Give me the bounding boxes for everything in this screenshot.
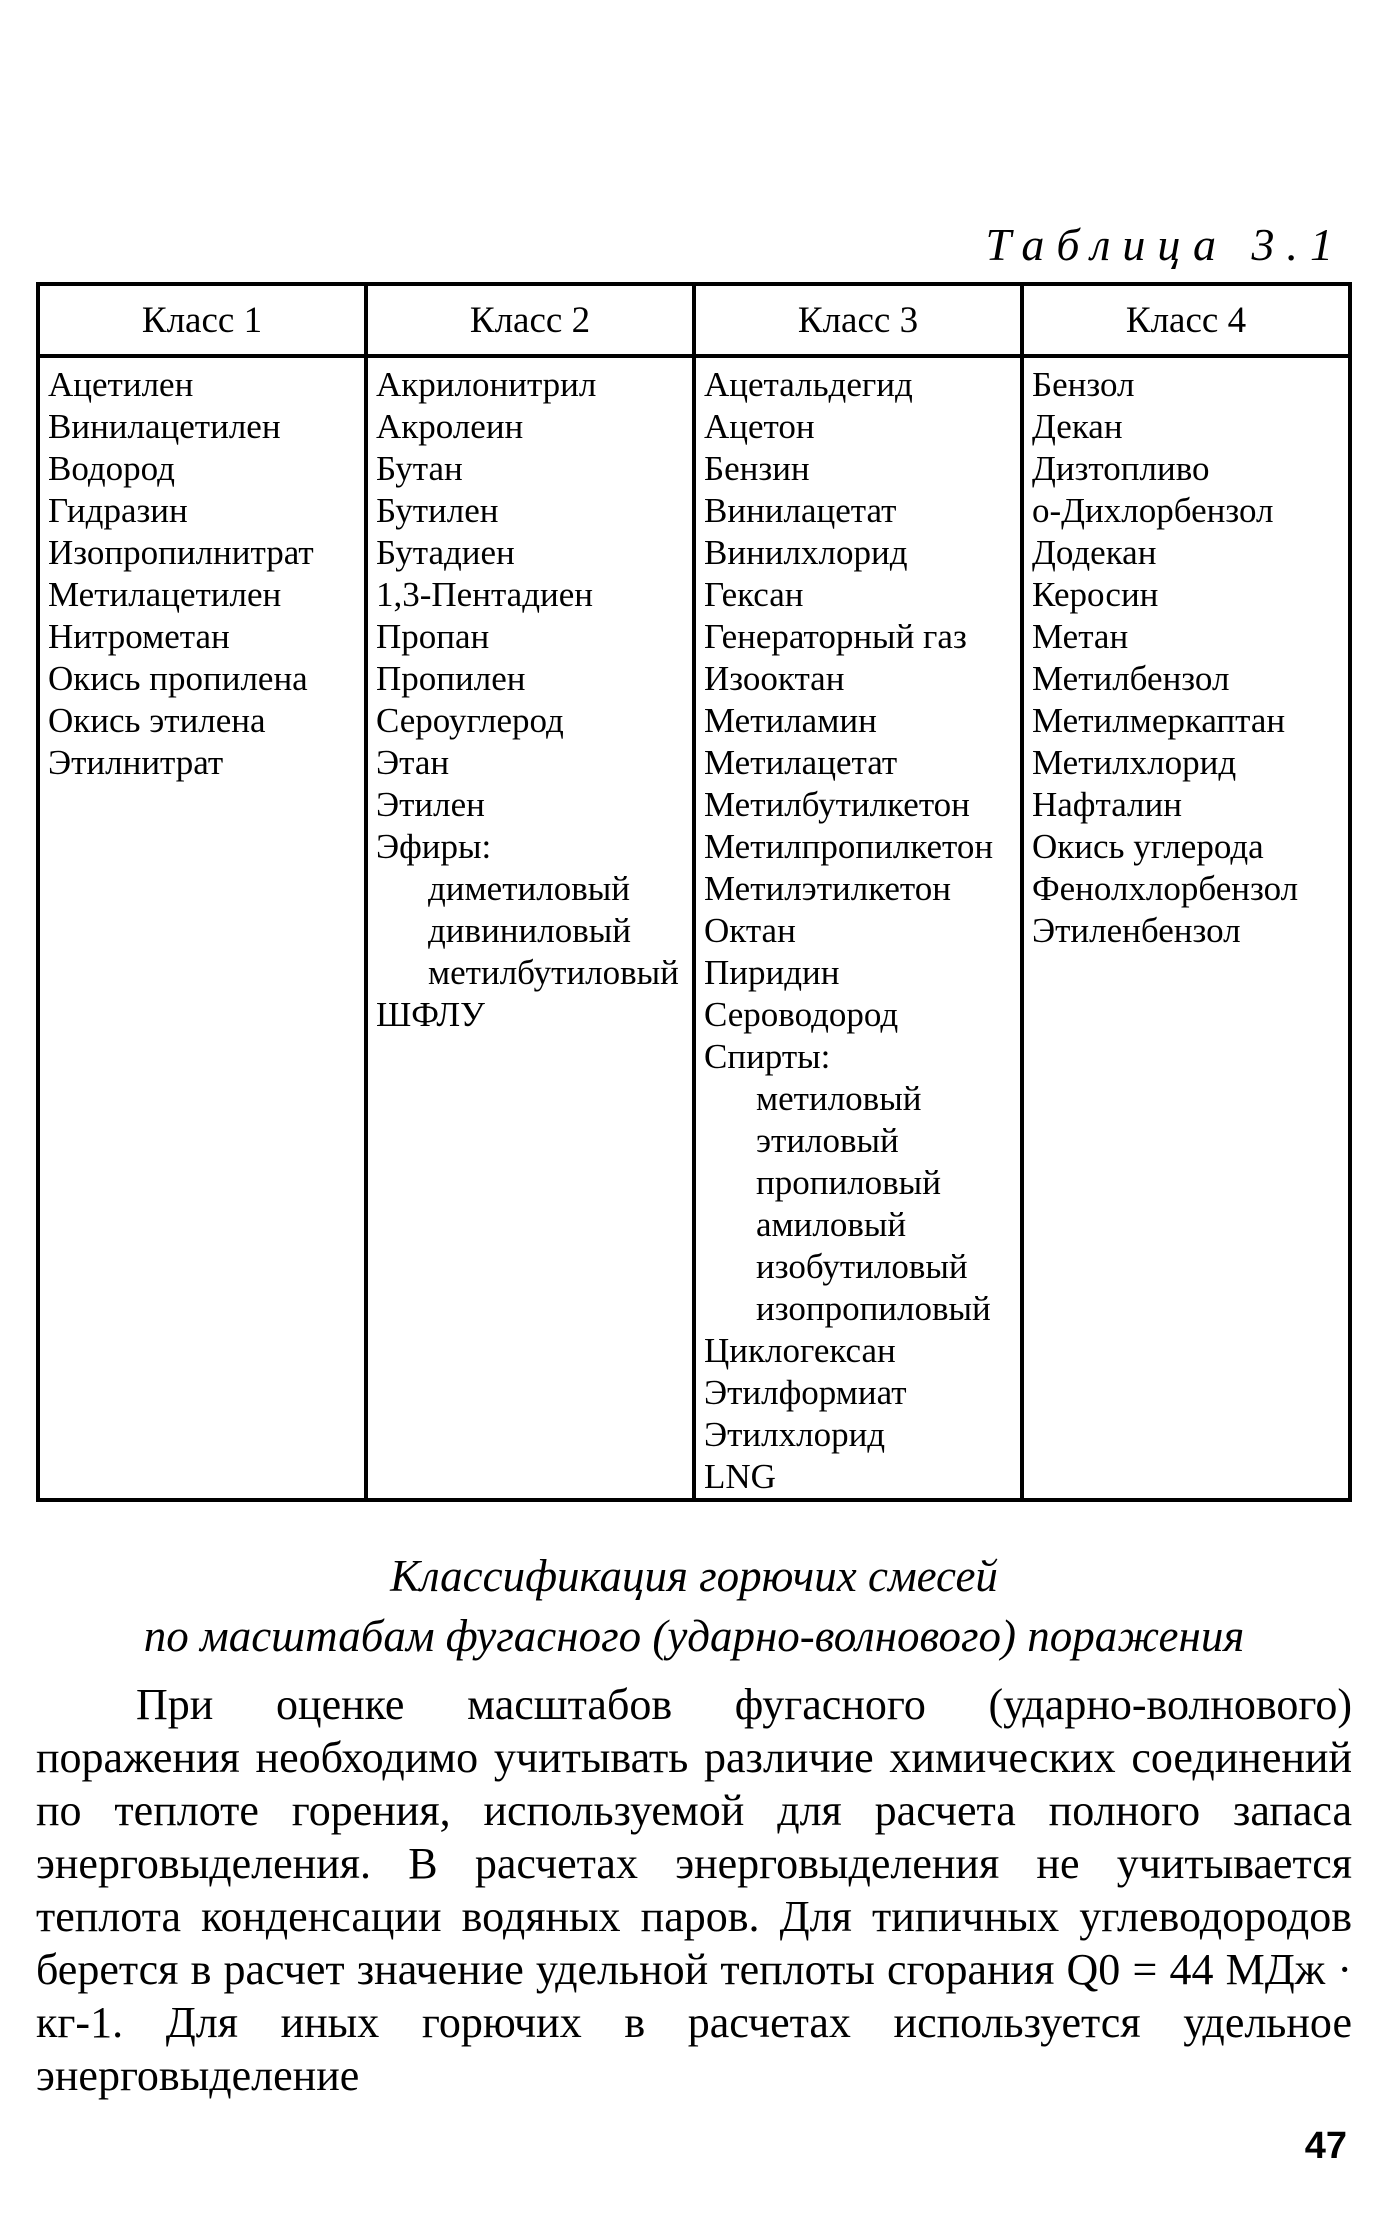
table-cell-item: Пиридин [704,953,840,992]
table-header-row [38,284,1350,356]
column-class-3 [694,356,1022,1500]
table-cell-item: изопропиловый [756,1289,991,1328]
table-cell-item: Сероводород [704,995,899,1034]
table-cell-item: Ацетон [704,407,815,446]
table-cell-item: Фенолхлорбензол [1032,869,1299,908]
table-cell-item: Метилпропилкетон [704,827,994,866]
table-cell-item: Окись углерода [1032,827,1264,866]
table-cell-item: Додекан [1032,533,1157,572]
table-body-row [38,356,1350,1500]
table-cell-item: дивиниловый [428,911,631,950]
table-cell-item: Этан [376,743,450,782]
table-cell-item: Винилацетилен [48,407,281,446]
table-caption: Таблица 3.1 [985,219,1345,270]
table-cell-item: Акрилонитрил [376,365,597,404]
table-cell-item: Акролеин [376,407,524,446]
table-cell-item: этиловый [756,1121,899,1160]
header-class-3: Класс 3 [694,284,1022,356]
column-class-2 [366,356,694,1500]
table-cell-item: амиловый [756,1205,907,1244]
table-cell-item: Метилбутилкетон [704,785,970,824]
table-cell-item: Нафталин [1032,785,1182,824]
table-cell-item: Пропилен [376,659,526,698]
table-cell-item: Изооктан [704,659,845,698]
table-cell-item: 1,3-Пентадиен [376,575,594,614]
table-cell-item: Эфиры: [376,827,492,866]
column-class-4 [1022,356,1350,1500]
table-cell-item: Этилен [376,785,485,824]
table-cell-item: Гексан [704,575,804,614]
table-cell-item: Керосин [1032,575,1159,614]
column-class-1 [38,356,366,1500]
table-cell-item: Спирты: [704,1037,831,1076]
table-cell-item: Пропан [376,617,490,656]
table-cell-item: Циклогексан [704,1331,896,1370]
table-cell-item: Водород [48,449,175,488]
table-cell-item: Этилформиат [704,1373,907,1412]
table-cell-item: Ацетальдегид [704,365,913,404]
table-cell-item: Октан [704,911,796,950]
body-paragraph: При оценке масштабов фугасного (ударно-волнового) поражения необходимо учитывать различие химических соединений по теплоте горения, используемой для расчета полного запаса энерговыделения. В расчетах энерговыделения не учитывается теплота конденсации водяных паров. Для типичных углеводородов берется в расчет значение удельной теплоты сгорания Q0 = 44 МДж · кг-1. Для иных горючих в расчетах используется удельное энерговыделение [36,1680,1352,2100]
table-cell-item: Этиленбензол [1032,911,1241,950]
table-cell-item: Бензин [704,449,810,488]
table-cell-item: Бутадиен [376,533,515,572]
table-cell-item: метилбутиловый [428,953,679,992]
table-cell-item: Окись пропилена [48,659,308,698]
table-cell-item: LNG [704,1457,776,1496]
table-cell-item: Гидразин [48,491,188,530]
table-cell-item: ШФЛУ [376,995,485,1034]
table-cell-item: Ацетилен [48,365,194,404]
table-cell-item: Этилхлорид [704,1415,886,1454]
table-cell-item: Метилацетилен [48,575,282,614]
table-cell-item: Сероуглерод [376,701,564,740]
table-cell-item: Метилацетат [704,743,898,782]
page-number: 47 [1304,2125,1347,2167]
table-cell-item: метиловый [756,1079,922,1118]
table-cell-item: Метилэтилкетон [704,869,951,908]
table-cell-item: Бензол [1032,365,1135,404]
table-cell-item: Метилбензол [1032,659,1230,698]
header-class-2: Класс 2 [366,284,694,356]
table-cell-item: Нитрометан [48,617,230,656]
table-cell-item: Метилхлорид [1032,743,1237,782]
table-cell-item: Метан [1032,617,1129,656]
section-heading-line-2: по масштабам фугасного (ударно-волнового) поражения [143,1611,1245,1661]
table-cell-item: пропиловый [756,1163,941,1202]
table-cell-item: Генераторный газ [704,617,967,656]
table-cell-item: о-Дихлорбензол [1032,491,1274,530]
section-heading-line-1: Классификация горючих смесей [390,1551,998,1601]
table-cell-item: диметиловый [428,869,630,908]
table-cell-item: Метиламин [704,701,877,740]
table-cell-item: Бутан [376,449,463,488]
header-class-1: Класс 1 [38,284,366,356]
table-cell-item: Окись этилена [48,701,266,740]
table-cell-item: Дизтопливо [1032,449,1210,488]
table-cell-item: Винилхлорид [704,533,908,572]
header-class-4: Класс 4 [1022,284,1350,356]
table-cell-item: Винилацетат [704,491,897,530]
table-cell-item: изобутиловый [756,1247,968,1286]
table-cell-item: Декан [1032,407,1123,446]
classification-table [36,282,1352,1502]
table-cell-item: Бутилен [376,491,499,530]
table-cell-item: Этилнитрат [48,743,224,782]
table-cell-item: Изопропилнитрат [48,533,314,572]
table-cell-item: Метилмеркаптан [1032,701,1286,740]
